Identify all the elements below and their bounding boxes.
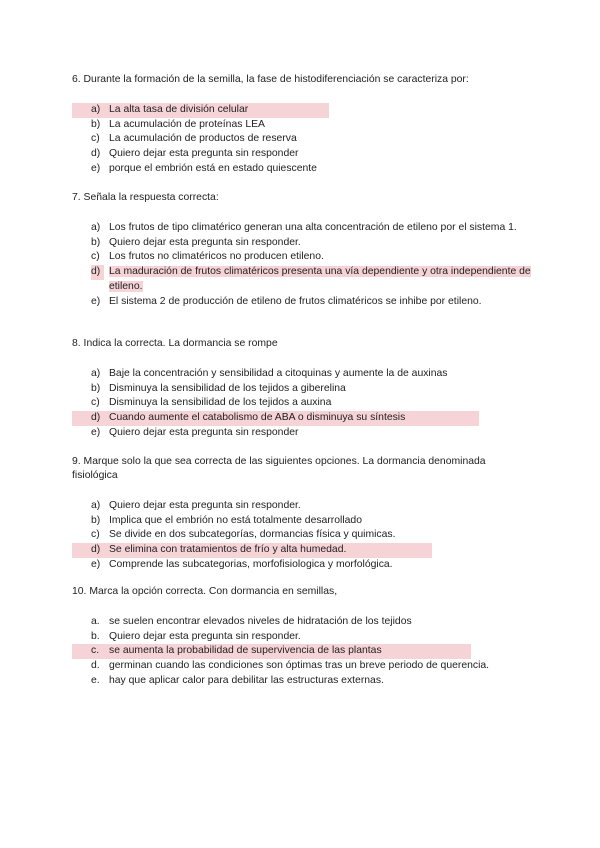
question-8: [72, 337, 532, 441]
question-6: [72, 73, 532, 177]
question-9: [72, 455, 532, 573]
option-text: El sistema 2 de producción de etileno de frutos climatéricos se inhibe por etileno.: [109, 295, 482, 307]
option-text: porque el embrión está en estado quiescente: [109, 162, 317, 174]
option-text: se aumenta la probabilidad de supervivencia de las plantas: [109, 645, 382, 657]
option-text: Quiero dejar esta pregunta sin responder.: [109, 630, 301, 642]
option-text: Implica que el embrión no está totalmente desarrollado: [109, 514, 362, 526]
option-a-selected[interactable]: a) La alta tasa de división celular: [72, 103, 329, 118]
option-text: La alta tasa de división celular: [109, 104, 249, 115]
question-7: [72, 191, 532, 309]
option-text: Se elimina con tratamientos de frío y alta humedad.: [109, 544, 347, 556]
option-text: hay que aplicar calor para debilitar las estructuras externas.: [109, 674, 384, 686]
option-b[interactable]: b. Quiero dejar esta pregunta sin responder.: [91, 630, 301, 642]
option-e[interactable]: e) El sistema 2 de producción de etileno de frutos climatéricos se inhibe por etileno.: [91, 295, 482, 307]
option-text: Se divide en dos subcategorías, dormancias física y quimicas.: [109, 529, 396, 541]
option-e[interactable]: e) Quiero dejar esta pregunta sin responder: [91, 426, 299, 438]
option-text: Los frutos no climatéricos no producen etileno.: [109, 251, 324, 263]
option-e[interactable]: e. hay que aplicar calor para debilitar las estructuras externas.: [91, 674, 384, 686]
option-d[interactable]: d) Quiero dejar esta pregunta sin responder: [91, 148, 299, 160]
option-d-selected[interactable]: d) Se elimina con tratamientos de frío y alta humedad.: [72, 543, 432, 558]
options-list: [72, 367, 532, 441]
question-title: 8. Indica la correcta. La dormancia se rompe: [72, 338, 278, 349]
option-a[interactable]: a) Los frutos de tipo climatérico generan una alta concentración de etileno por el sistema 1.: [91, 222, 517, 233]
option-a[interactable]: a) Quiero dejar esta pregunta sin responder.: [91, 500, 301, 511]
option-d-selected[interactable]: d) La maduración de frutos climatéricos presenta una vía dependiente y otra independiente de etileno.: [91, 266, 531, 292]
question-title: 10. Marca la opción correcta. Con dormancia en semillas,: [72, 586, 338, 597]
option-c-selected[interactable]: c. se aumenta la probabilidad de supervivencia de las plantas: [72, 644, 471, 659]
options-list: [72, 615, 532, 689]
option-text: La acumulación de productos de reserva: [109, 133, 297, 145]
option-c[interactable]: c) Se divide en dos subcategorías, dormancias física y quimicas.: [91, 529, 396, 541]
option-e[interactable]: e) porque el embrión está en estado quiescente: [91, 162, 317, 174]
option-text: Quiero dejar esta pregunta sin responder.: [109, 500, 301, 511]
option-b[interactable]: b) Implica que el embrión no está totalmente desarrollado: [91, 514, 362, 526]
option-text: Disminuya la sensibilidad de los tejidos a auxina: [109, 397, 332, 409]
option-text: germinan cuando las condiciones son óptimas tras un breve periodo de querencia.: [109, 660, 490, 672]
option-a[interactable]: a. se suelen encontrar elevados niveles de hidratación de los tejidos: [91, 616, 412, 627]
option-text: Quiero dejar esta pregunta sin responder: [109, 426, 299, 438]
question-10: [72, 585, 532, 689]
option-c[interactable]: c) Disminuya la sensibilidad de los tejidos a auxina: [91, 397, 332, 409]
question-title: 7. Señala la respuesta correcta:: [72, 192, 219, 203]
option-e[interactable]: e) Comprende las subcategorias, morfofisiologica y morfológica.: [91, 558, 393, 570]
option-text: Comprende las subcategorias, morfofisiologica y morfológica.: [109, 558, 393, 570]
question-title: 6. Durante la formación de la semilla, la fase de histodiferenciación se caracteriza por:: [72, 74, 469, 85]
option-text: La maduración de frutos climatéricos presenta una vía dependiente y otra independiente de etileno.: [109, 266, 531, 292]
question-title: 9. Marque solo la que sea correcta de las siguientes opciones. La dormancia denominada fisiológica: [72, 456, 486, 481]
option-b[interactable]: b) La acumulación de proteínas LEA: [91, 118, 265, 130]
option-text: La acumulación de proteínas LEA: [109, 118, 265, 130]
option-c[interactable]: c) Los frutos no climatéricos no producen etileno.: [91, 251, 324, 263]
options-list: [72, 103, 532, 177]
option-text: Quiero dejar esta pregunta sin responder: [109, 148, 299, 160]
option-a[interactable]: a) Baje la concentración y sensibilidad a citoquinas y aumente la de auxinas: [91, 368, 448, 379]
option-c[interactable]: c) La acumulación de productos de reserva: [91, 133, 297, 145]
option-d-selected[interactable]: d) Cuando aumente el catabolismo de ABA o disminuya su síntesis: [72, 411, 479, 426]
option-text: Disminuya la sensibilidad de los tejidos a giberelina: [109, 382, 346, 394]
option-text: se suelen encontrar elevados niveles de hidratación de los tejidos: [109, 616, 412, 627]
option-text: Baje la concentración y sensibilidad a citoquinas y aumente la de auxinas: [109, 368, 448, 379]
option-text: Cuando aumente el catabolismo de ABA o disminuya su síntesis: [109, 412, 406, 424]
options-list: [72, 499, 532, 573]
options-list: [72, 221, 532, 309]
option-text: Quiero dejar esta pregunta sin responder.: [109, 236, 301, 248]
option-d[interactable]: d. germinan cuando las condiciones son óptimas tras un breve periodo de querencia.: [91, 660, 490, 672]
option-b[interactable]: b) Quiero dejar esta pregunta sin responder.: [91, 236, 301, 248]
option-b[interactable]: b) Disminuya la sensibilidad de los tejidos a giberelina: [91, 382, 346, 394]
option-text: Los frutos de tipo climatérico generan una alta concentración de etileno por el sistema 1.: [109, 222, 517, 233]
